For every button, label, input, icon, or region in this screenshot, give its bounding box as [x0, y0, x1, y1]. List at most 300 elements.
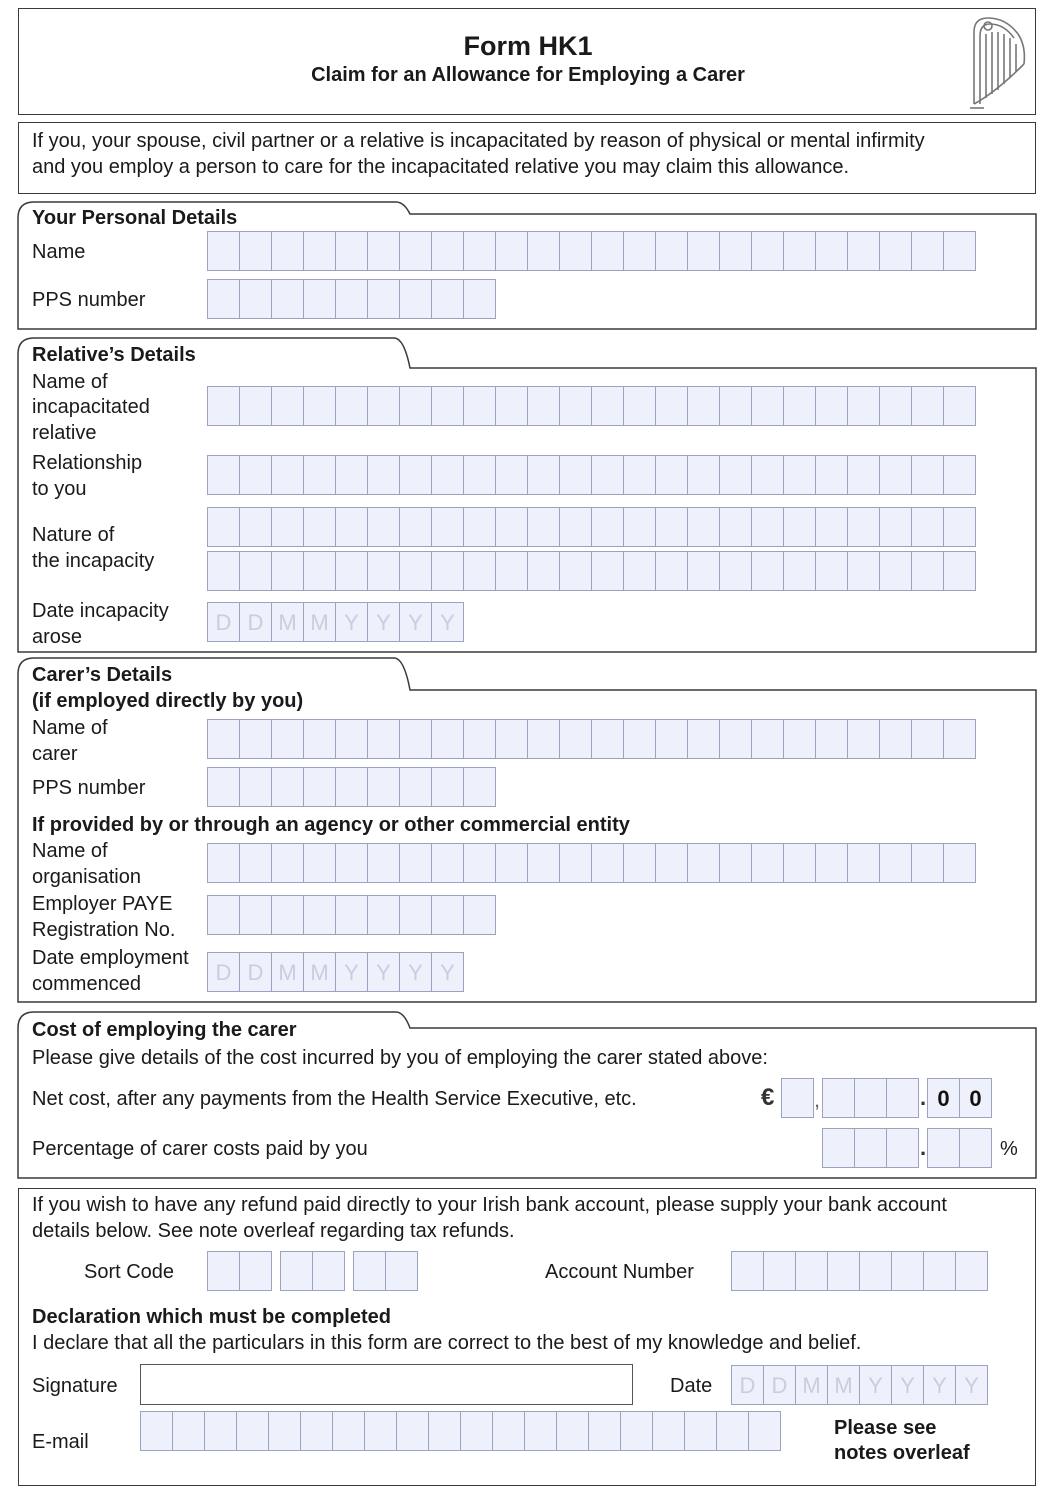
input-cell[interactable]	[399, 551, 432, 591]
input-cell[interactable]	[172, 1411, 205, 1451]
input-cell[interactable]	[460, 1411, 493, 1451]
input-cell[interactable]	[335, 551, 368, 591]
input-cell[interactable]: D	[239, 602, 272, 642]
input-cell[interactable]	[655, 507, 688, 547]
input-cell[interactable]: D	[239, 952, 272, 992]
input-cell[interactable]	[271, 279, 304, 319]
input-cell[interactable]	[207, 767, 240, 807]
input-cell[interactable]: M	[795, 1365, 828, 1405]
input-cell[interactable]: Y	[335, 952, 368, 992]
input-cell[interactable]	[271, 843, 304, 883]
input-cell[interactable]: Y	[955, 1365, 988, 1405]
input-cell[interactable]	[751, 719, 784, 759]
input-cell[interactable]	[911, 231, 944, 271]
input-cell[interactable]	[911, 843, 944, 883]
input-cell[interactable]	[236, 1411, 269, 1451]
input-cell[interactable]	[591, 507, 624, 547]
input-cell[interactable]	[335, 895, 368, 935]
input-cell[interactable]	[463, 719, 496, 759]
input-cell[interactable]	[556, 1411, 589, 1451]
input-cell[interactable]	[591, 843, 624, 883]
input-cell[interactable]	[879, 719, 912, 759]
input-cell[interactable]	[431, 895, 464, 935]
name-input[interactable]	[207, 231, 976, 271]
input-cell[interactable]	[271, 386, 304, 426]
input-cell[interactable]	[687, 231, 720, 271]
input-cell[interactable]	[623, 386, 656, 426]
input-cell[interactable]	[495, 507, 528, 547]
input-cell[interactable]	[847, 455, 880, 495]
input-cell[interactable]	[751, 843, 784, 883]
input-cell[interactable]	[527, 719, 560, 759]
input-cell[interactable]	[332, 1411, 365, 1451]
input-cell[interactable]	[783, 551, 816, 591]
input-cell[interactable]	[783, 455, 816, 495]
input-cell[interactable]	[431, 279, 464, 319]
input-cell[interactable]	[239, 767, 272, 807]
input-cell[interactable]	[204, 1411, 237, 1451]
input-cell[interactable]	[652, 1411, 685, 1451]
nature-input-line-2[interactable]	[207, 551, 976, 591]
input-cell[interactable]	[207, 551, 240, 591]
input-cell[interactable]	[795, 1251, 828, 1291]
input-cell[interactable]	[748, 1411, 781, 1451]
input-cell[interactable]: Y	[367, 602, 400, 642]
input-cell[interactable]	[399, 231, 432, 271]
input-cell[interactable]	[335, 719, 368, 759]
input-cell[interactable]	[463, 551, 496, 591]
input-cell[interactable]	[623, 507, 656, 547]
agency-heading: If provided by or through an agency or other commercial entity	[32, 814, 630, 836]
input-cell[interactable]	[763, 1251, 796, 1291]
input-cell[interactable]	[399, 507, 432, 547]
input-cell[interactable]	[719, 551, 752, 591]
input-cell[interactable]	[559, 507, 592, 547]
input-cell[interactable]	[303, 719, 336, 759]
input-cell[interactable]	[943, 719, 976, 759]
input-cell[interactable]	[431, 386, 464, 426]
input-cell[interactable]	[559, 386, 592, 426]
input-cell[interactable]	[239, 231, 272, 271]
percentage-fraction-input[interactable]	[927, 1128, 992, 1168]
input-cell[interactable]	[303, 551, 336, 591]
input-cell[interactable]	[399, 279, 432, 319]
input-cell[interactable]	[271, 719, 304, 759]
input-cell[interactable]	[335, 507, 368, 547]
input-cell[interactable]	[687, 455, 720, 495]
input-cell[interactable]	[527, 231, 560, 271]
net-cost-cents-input[interactable]	[927, 1078, 992, 1118]
input-cell[interactable]	[620, 1411, 653, 1451]
input-cell[interactable]	[463, 455, 496, 495]
input-cell[interactable]	[524, 1411, 557, 1451]
nature-input-line-1[interactable]	[207, 507, 976, 547]
input-cell[interactable]	[207, 719, 240, 759]
input-cell[interactable]	[623, 231, 656, 271]
relationship-label-2: to you	[32, 478, 87, 500]
input-cell[interactable]	[367, 386, 400, 426]
relationship-input[interactable]	[207, 455, 976, 495]
input-cell[interactable]	[623, 455, 656, 495]
input-cell[interactable]	[303, 386, 336, 426]
input-cell[interactable]	[731, 1251, 764, 1291]
input-cell[interactable]	[879, 231, 912, 271]
input-cell[interactable]	[783, 719, 816, 759]
input-cell[interactable]: Y	[399, 952, 432, 992]
input-cell[interactable]	[239, 843, 272, 883]
signature-field[interactable]	[140, 1364, 633, 1405]
input-cell[interactable]	[943, 843, 976, 883]
input-cell[interactable]	[719, 843, 752, 883]
input-cell[interactable]	[591, 386, 624, 426]
input-cell[interactable]	[399, 386, 432, 426]
input-cell[interactable]	[303, 455, 336, 495]
input-cell[interactable]	[463, 231, 496, 271]
input-cell[interactable]	[859, 1251, 892, 1291]
input-cell[interactable]	[827, 1251, 860, 1291]
input-cell[interactable]: D	[207, 602, 240, 642]
input-cell[interactable]	[399, 843, 432, 883]
input-cell[interactable]	[207, 455, 240, 495]
input-cell[interactable]	[879, 843, 912, 883]
input-cell[interactable]	[716, 1411, 749, 1451]
input-cell[interactable]	[687, 507, 720, 547]
input-cell[interactable]	[719, 455, 752, 495]
input-cell[interactable]	[943, 386, 976, 426]
organisation-name-input[interactable]	[207, 843, 976, 883]
input-cell[interactable]	[207, 231, 240, 271]
input-cell[interactable]	[431, 767, 464, 807]
input-cell[interactable]	[463, 843, 496, 883]
input-cell[interactable]	[687, 719, 720, 759]
percent-sign: %	[1000, 1138, 1018, 1160]
input-cell[interactable]	[815, 843, 848, 883]
input-cell[interactable]	[687, 551, 720, 591]
input-cell[interactable]	[495, 231, 528, 271]
input-cell[interactable]: M	[827, 1365, 860, 1405]
input-cell[interactable]	[396, 1411, 429, 1451]
input-cell[interactable]	[751, 455, 784, 495]
input-cell[interactable]	[399, 455, 432, 495]
input-cell[interactable]	[303, 767, 336, 807]
input-cell[interactable]	[463, 386, 496, 426]
input-cell[interactable]	[367, 719, 400, 759]
input-cell[interactable]	[911, 551, 944, 591]
input-cell[interactable]	[364, 1411, 397, 1451]
input-cell[interactable]	[335, 843, 368, 883]
input-cell[interactable]: 0	[927, 1078, 960, 1118]
input-cell[interactable]: M	[303, 602, 336, 642]
input-cell[interactable]	[303, 895, 336, 935]
input-cell[interactable]	[687, 386, 720, 426]
input-cell[interactable]	[911, 386, 944, 426]
input-cell[interactable]	[239, 507, 272, 547]
percentage-label: Percentage of carer costs paid by you	[32, 1138, 368, 1160]
input-cell[interactable]	[492, 1411, 525, 1451]
input-cell[interactable]	[943, 455, 976, 495]
input-cell[interactable]	[399, 719, 432, 759]
input-cell[interactable]	[300, 1411, 333, 1451]
employment-date-input[interactable]	[207, 952, 464, 992]
input-cell[interactable]	[655, 231, 688, 271]
input-cell[interactable]: 0	[959, 1078, 992, 1118]
input-cell[interactable]	[140, 1411, 173, 1451]
input-cell[interactable]	[886, 1128, 919, 1168]
account-number-label: Account Number	[545, 1261, 694, 1283]
input-cell[interactable]	[303, 279, 336, 319]
input-cell[interactable]	[591, 719, 624, 759]
input-cell[interactable]	[239, 719, 272, 759]
input-cell[interactable]	[367, 551, 400, 591]
input-cell[interactable]: M	[271, 952, 304, 992]
input-cell[interactable]	[207, 895, 240, 935]
input-cell[interactable]	[239, 455, 272, 495]
input-cell[interactable]	[719, 231, 752, 271]
input-cell[interactable]	[854, 1078, 887, 1118]
input-cell[interactable]: Y	[431, 602, 464, 642]
input-cell[interactable]	[687, 843, 720, 883]
input-cell[interactable]	[271, 767, 304, 807]
input-cell[interactable]	[751, 507, 784, 547]
input-cell[interactable]	[847, 507, 880, 547]
input-cell[interactable]	[943, 551, 976, 591]
sort-code-input-2[interactable]	[280, 1251, 345, 1291]
paye-label-2: Registration No.	[32, 919, 176, 941]
input-cell[interactable]	[923, 1251, 956, 1291]
input-cell[interactable]	[559, 455, 592, 495]
input-cell[interactable]	[431, 507, 464, 547]
input-cell[interactable]	[367, 843, 400, 883]
input-cell[interactable]	[751, 386, 784, 426]
input-cell[interactable]	[815, 231, 848, 271]
input-cell[interactable]	[783, 386, 816, 426]
input-cell[interactable]	[303, 507, 336, 547]
input-cell[interactable]	[207, 279, 240, 319]
input-cell[interactable]	[271, 455, 304, 495]
declaration-date-input[interactable]	[731, 1365, 988, 1405]
input-cell[interactable]	[431, 843, 464, 883]
input-cell[interactable]	[911, 455, 944, 495]
input-cell[interactable]	[367, 231, 400, 271]
input-cell[interactable]	[927, 1128, 960, 1168]
input-cell[interactable]	[495, 843, 528, 883]
name-label: Name	[32, 241, 86, 263]
form-subtitle: Claim for an Allowance for Employing a Carer	[311, 64, 745, 86]
paye-registration-input[interactable]	[207, 895, 496, 935]
input-cell[interactable]	[781, 1078, 814, 1118]
input-cell[interactable]	[367, 895, 400, 935]
input-cell[interactable]	[623, 551, 656, 591]
input-cell[interactable]	[367, 507, 400, 547]
carer-pps-input[interactable]	[207, 767, 496, 807]
input-cell[interactable]: Y	[431, 952, 464, 992]
input-cell[interactable]	[879, 551, 912, 591]
input-cell[interactable]	[559, 231, 592, 271]
declaration-text: I declare that all the particulars in this form are correct to the best of my knowledge and belief.	[32, 1332, 862, 1354]
input-cell[interactable]	[891, 1251, 924, 1291]
input-cell[interactable]	[751, 231, 784, 271]
input-cell[interactable]	[367, 279, 400, 319]
input-cell[interactable]	[854, 1128, 887, 1168]
input-cell[interactable]	[751, 551, 784, 591]
input-cell[interactable]	[719, 507, 752, 547]
input-cell[interactable]	[943, 231, 976, 271]
input-cell[interactable]	[815, 719, 848, 759]
input-cell[interactable]: M	[271, 602, 304, 642]
input-cell[interactable]: D	[763, 1365, 796, 1405]
input-cell[interactable]	[591, 231, 624, 271]
cost-instruction: Please give details of the cost incurred by you of employing the carer stated above:	[32, 1047, 768, 1069]
input-cell[interactable]: D	[207, 952, 240, 992]
input-cell[interactable]	[207, 386, 240, 426]
net-cost-thousands-input[interactable]	[781, 1078, 814, 1118]
relative-name-input[interactable]	[207, 386, 976, 426]
input-cell[interactable]	[879, 386, 912, 426]
input-cell[interactable]	[783, 843, 816, 883]
input-cell[interactable]	[271, 507, 304, 547]
input-cell[interactable]	[271, 231, 304, 271]
email-input[interactable]	[140, 1411, 781, 1451]
input-cell[interactable]	[822, 1128, 855, 1168]
input-cell[interactable]	[280, 1251, 313, 1291]
sort-code-input-3[interactable]	[353, 1251, 418, 1291]
input-cell[interactable]	[495, 719, 528, 759]
input-cell[interactable]	[335, 455, 368, 495]
input-cell[interactable]	[207, 507, 240, 547]
input-cell[interactable]	[239, 386, 272, 426]
input-cell[interactable]	[822, 1078, 855, 1118]
input-cell[interactable]	[559, 719, 592, 759]
input-cell[interactable]	[879, 455, 912, 495]
input-cell[interactable]	[431, 455, 464, 495]
input-cell[interactable]	[783, 507, 816, 547]
input-cell[interactable]	[495, 455, 528, 495]
input-cell[interactable]	[527, 507, 560, 547]
input-cell[interactable]	[943, 507, 976, 547]
input-cell[interactable]	[527, 455, 560, 495]
input-cell[interactable]	[271, 895, 304, 935]
input-cell[interactable]	[268, 1411, 301, 1451]
input-cell[interactable]	[463, 507, 496, 547]
input-cell[interactable]	[303, 231, 336, 271]
account-number-input[interactable]	[731, 1251, 988, 1291]
relationship-label-1: Relationship	[32, 452, 143, 474]
input-cell[interactable]	[815, 455, 848, 495]
input-cell[interactable]: M	[303, 952, 336, 992]
input-cell[interactable]	[335, 231, 368, 271]
input-cell[interactable]	[385, 1251, 418, 1291]
input-cell[interactable]	[428, 1411, 461, 1451]
input-cell[interactable]	[955, 1251, 988, 1291]
input-cell[interactable]	[655, 719, 688, 759]
input-cell[interactable]: Y	[335, 602, 368, 642]
input-cell[interactable]	[847, 719, 880, 759]
input-cell[interactable]	[207, 843, 240, 883]
input-cell[interactable]	[463, 279, 496, 319]
pps-number-input[interactable]	[207, 279, 496, 319]
input-cell[interactable]	[207, 1251, 240, 1291]
input-cell[interactable]	[719, 719, 752, 759]
input-cell[interactable]	[959, 1128, 992, 1168]
input-cell[interactable]	[815, 551, 848, 591]
input-cell[interactable]	[527, 843, 560, 883]
input-cell[interactable]	[911, 507, 944, 547]
input-cell[interactable]	[463, 895, 496, 935]
sort-code-input-1[interactable]	[207, 1251, 272, 1291]
input-cell[interactable]	[239, 551, 272, 591]
input-cell[interactable]	[879, 507, 912, 547]
input-cell[interactable]	[815, 507, 848, 547]
input-cell[interactable]	[431, 231, 464, 271]
input-cell[interactable]	[783, 231, 816, 271]
input-cell[interactable]	[623, 719, 656, 759]
input-cell[interactable]	[239, 279, 272, 319]
input-cell[interactable]	[335, 279, 368, 319]
input-cell[interactable]	[655, 455, 688, 495]
input-cell[interactable]	[239, 1251, 272, 1291]
input-cell[interactable]	[399, 895, 432, 935]
input-cell[interactable]	[847, 843, 880, 883]
percentage-whole-input[interactable]	[822, 1128, 919, 1168]
input-cell[interactable]	[886, 1078, 919, 1118]
input-cell[interactable]	[367, 455, 400, 495]
input-cell[interactable]	[623, 843, 656, 883]
input-cell[interactable]	[719, 386, 752, 426]
input-cell[interactable]	[815, 386, 848, 426]
input-cell[interactable]	[495, 551, 528, 591]
input-cell[interactable]	[591, 455, 624, 495]
input-cell[interactable]: Y	[859, 1365, 892, 1405]
input-cell[interactable]: D	[731, 1365, 764, 1405]
input-cell[interactable]	[495, 386, 528, 426]
input-cell[interactable]	[655, 551, 688, 591]
input-cell[interactable]: Y	[891, 1365, 924, 1405]
input-cell[interactable]	[527, 386, 560, 426]
notes-overleaf-line-2: notes overleaf	[834, 1442, 970, 1464]
input-cell[interactable]	[431, 719, 464, 759]
input-cell[interactable]	[239, 895, 272, 935]
input-cell[interactable]	[367, 767, 400, 807]
carer-name-input[interactable]	[207, 719, 976, 759]
input-cell[interactable]	[847, 231, 880, 271]
input-cell[interactable]	[655, 386, 688, 426]
input-cell[interactable]: Y	[923, 1365, 956, 1405]
input-cell[interactable]	[847, 386, 880, 426]
incapacity-date-input[interactable]	[207, 602, 464, 642]
input-cell[interactable]	[684, 1411, 717, 1451]
input-cell[interactable]	[431, 551, 464, 591]
input-cell[interactable]	[335, 767, 368, 807]
input-cell[interactable]	[559, 551, 592, 591]
input-cell[interactable]	[588, 1411, 621, 1451]
input-cell[interactable]	[527, 551, 560, 591]
input-cell[interactable]	[312, 1251, 345, 1291]
input-cell[interactable]	[591, 551, 624, 591]
input-cell[interactable]	[911, 719, 944, 759]
input-cell[interactable]	[463, 767, 496, 807]
input-cell[interactable]: Y	[367, 952, 400, 992]
input-cell[interactable]	[559, 843, 592, 883]
input-cell[interactable]	[847, 551, 880, 591]
net-cost-units-input[interactable]	[822, 1078, 919, 1118]
input-cell[interactable]	[353, 1251, 386, 1291]
input-cell[interactable]	[303, 843, 336, 883]
input-cell[interactable]	[335, 386, 368, 426]
input-cell[interactable]	[399, 767, 432, 807]
input-cell[interactable]	[271, 551, 304, 591]
input-cell[interactable]	[655, 843, 688, 883]
input-cell[interactable]: Y	[399, 602, 432, 642]
